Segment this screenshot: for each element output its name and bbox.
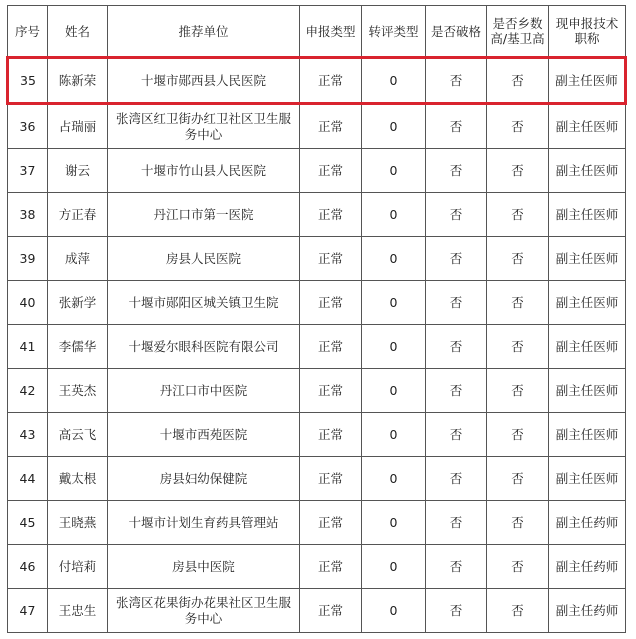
cell-grassroots: 否	[487, 193, 549, 237]
table-body	[8, 58, 626, 633]
cell-name: 陈新荣	[48, 58, 108, 104]
cell-name: 张新学	[48, 281, 108, 325]
cell-transfer: 0	[362, 104, 426, 149]
cell-exceptional: 否	[426, 58, 487, 104]
cell-type: 正常	[300, 149, 362, 193]
cell-no: 45	[8, 501, 48, 545]
cell-org: 十堰市计划生育药具管理站	[108, 501, 300, 545]
cell-org: 十堰市郧阳区城关镇卫生院	[108, 281, 300, 325]
cell-org: 张湾区红卫街办红卫社区卫生服务中心	[108, 104, 300, 149]
cell-name: 王忠生	[48, 589, 108, 633]
cell-type: 正常	[300, 413, 362, 457]
cell-transfer: 0	[362, 193, 426, 237]
cell-grassroots: 否	[487, 281, 549, 325]
cell-type: 正常	[300, 58, 362, 104]
cell-transfer: 0	[362, 501, 426, 545]
table-row	[8, 589, 626, 633]
header-cell-grassroots: 是否乡数高/基卫高	[487, 6, 549, 58]
cell-exceptional: 否	[426, 104, 487, 149]
cell-org: 丹江口市中医院	[108, 369, 300, 413]
cell-title: 副主任医师	[549, 281, 626, 325]
header-cell-transfer: 转评类型	[362, 6, 426, 58]
cell-type: 正常	[300, 589, 362, 633]
applicant-table	[6, 5, 627, 633]
cell-type: 正常	[300, 281, 362, 325]
table-row	[8, 545, 626, 589]
cell-transfer: 0	[362, 281, 426, 325]
cell-no: 46	[8, 545, 48, 589]
table-row	[8, 104, 626, 149]
cell-name: 谢云	[48, 149, 108, 193]
header-cell-no: 序号	[8, 6, 48, 58]
header-cell-org: 推荐单位	[108, 6, 300, 58]
header-cell-title: 现申报技术职称	[549, 6, 626, 58]
cell-no: 38	[8, 193, 48, 237]
cell-exceptional: 否	[426, 237, 487, 281]
cell-grassroots: 否	[487, 545, 549, 589]
cell-type: 正常	[300, 325, 362, 369]
cell-name: 王英杰	[48, 369, 108, 413]
cell-org: 十堰爱尔眼科医院有限公司	[108, 325, 300, 369]
cell-name: 付培莉	[48, 545, 108, 589]
cell-exceptional: 否	[426, 193, 487, 237]
table-row	[8, 501, 626, 545]
header-cell-type: 申报类型	[300, 6, 362, 58]
cell-org: 房县中医院	[108, 545, 300, 589]
cell-grassroots: 否	[487, 501, 549, 545]
cell-exceptional: 否	[426, 501, 487, 545]
cell-transfer: 0	[362, 149, 426, 193]
table-row	[8, 325, 626, 369]
header-cell-exceptional: 是否破格	[426, 6, 487, 58]
cell-type: 正常	[300, 545, 362, 589]
cell-org: 房县妇幼保健院	[108, 457, 300, 501]
cell-title: 副主任医师	[549, 369, 626, 413]
cell-exceptional: 否	[426, 545, 487, 589]
header-row	[8, 6, 626, 58]
cell-grassroots: 否	[487, 369, 549, 413]
cell-no: 37	[8, 149, 48, 193]
table-row	[8, 193, 626, 237]
cell-type: 正常	[300, 193, 362, 237]
cell-type: 正常	[300, 237, 362, 281]
cell-org: 丹江口市第一医院	[108, 193, 300, 237]
cell-org: 十堰市竹山县人民医院	[108, 149, 300, 193]
cell-org: 十堰市西苑医院	[108, 413, 300, 457]
cell-no: 39	[8, 237, 48, 281]
cell-no: 42	[8, 369, 48, 413]
cell-transfer: 0	[362, 58, 426, 104]
cell-no: 35	[8, 58, 48, 104]
cell-title: 副主任医师	[549, 325, 626, 369]
cell-exceptional: 否	[426, 589, 487, 633]
cell-grassroots: 否	[487, 457, 549, 501]
cell-transfer: 0	[362, 413, 426, 457]
cell-grassroots: 否	[487, 325, 549, 369]
cell-name: 王晓燕	[48, 501, 108, 545]
cell-transfer: 0	[362, 545, 426, 589]
cell-name: 成萍	[48, 237, 108, 281]
cell-org: 十堰市郧西县人民医院	[108, 58, 300, 104]
cell-no: 40	[8, 281, 48, 325]
cell-grassroots: 否	[487, 589, 549, 633]
cell-title: 副主任医师	[549, 58, 626, 104]
table-row	[8, 237, 626, 281]
cell-type: 正常	[300, 501, 362, 545]
cell-grassroots: 否	[487, 58, 549, 104]
cell-no: 36	[8, 104, 48, 149]
cell-type: 正常	[300, 369, 362, 413]
cell-title: 副主任医师	[549, 149, 626, 193]
table-row	[8, 457, 626, 501]
cell-title: 副主任药师	[549, 545, 626, 589]
cell-title: 副主任医师	[549, 457, 626, 501]
table-row	[8, 281, 626, 325]
cell-transfer: 0	[362, 369, 426, 413]
cell-exceptional: 否	[426, 325, 487, 369]
cell-name: 占瑞丽	[48, 104, 108, 149]
cell-no: 41	[8, 325, 48, 369]
cell-no: 44	[8, 457, 48, 501]
cell-title: 副主任医师	[549, 237, 626, 281]
cell-grassroots: 否	[487, 237, 549, 281]
cell-name: 戴太根	[48, 457, 108, 501]
header-cell-name: 姓名	[48, 6, 108, 58]
table-row	[8, 413, 626, 457]
cell-title: 副主任医师	[549, 104, 626, 149]
cell-type: 正常	[300, 457, 362, 501]
cell-exceptional: 否	[426, 281, 487, 325]
cell-transfer: 0	[362, 237, 426, 281]
cell-title: 副主任药师	[549, 589, 626, 633]
cell-exceptional: 否	[426, 149, 487, 193]
cell-exceptional: 否	[426, 369, 487, 413]
cell-transfer: 0	[362, 589, 426, 633]
cell-name: 高云飞	[48, 413, 108, 457]
table-row	[8, 369, 626, 413]
cell-no: 43	[8, 413, 48, 457]
cell-exceptional: 否	[426, 457, 487, 501]
table-row	[8, 149, 626, 193]
cell-grassroots: 否	[487, 413, 549, 457]
cell-name: 方正春	[48, 193, 108, 237]
cell-title: 副主任医师	[549, 413, 626, 457]
cell-transfer: 0	[362, 457, 426, 501]
cell-transfer: 0	[362, 325, 426, 369]
cell-no: 47	[8, 589, 48, 633]
cell-org: 房县人民医院	[108, 237, 300, 281]
cell-title: 副主任医师	[549, 193, 626, 237]
cell-name: 李儒华	[48, 325, 108, 369]
cell-exceptional: 否	[426, 413, 487, 457]
table-row	[8, 58, 626, 104]
cell-title: 副主任药师	[549, 501, 626, 545]
cell-org: 张湾区花果街办花果社区卫生服务中心	[108, 589, 300, 633]
cell-grassroots: 否	[487, 149, 549, 193]
cell-grassroots: 否	[487, 104, 549, 149]
cell-type: 正常	[300, 104, 362, 149]
